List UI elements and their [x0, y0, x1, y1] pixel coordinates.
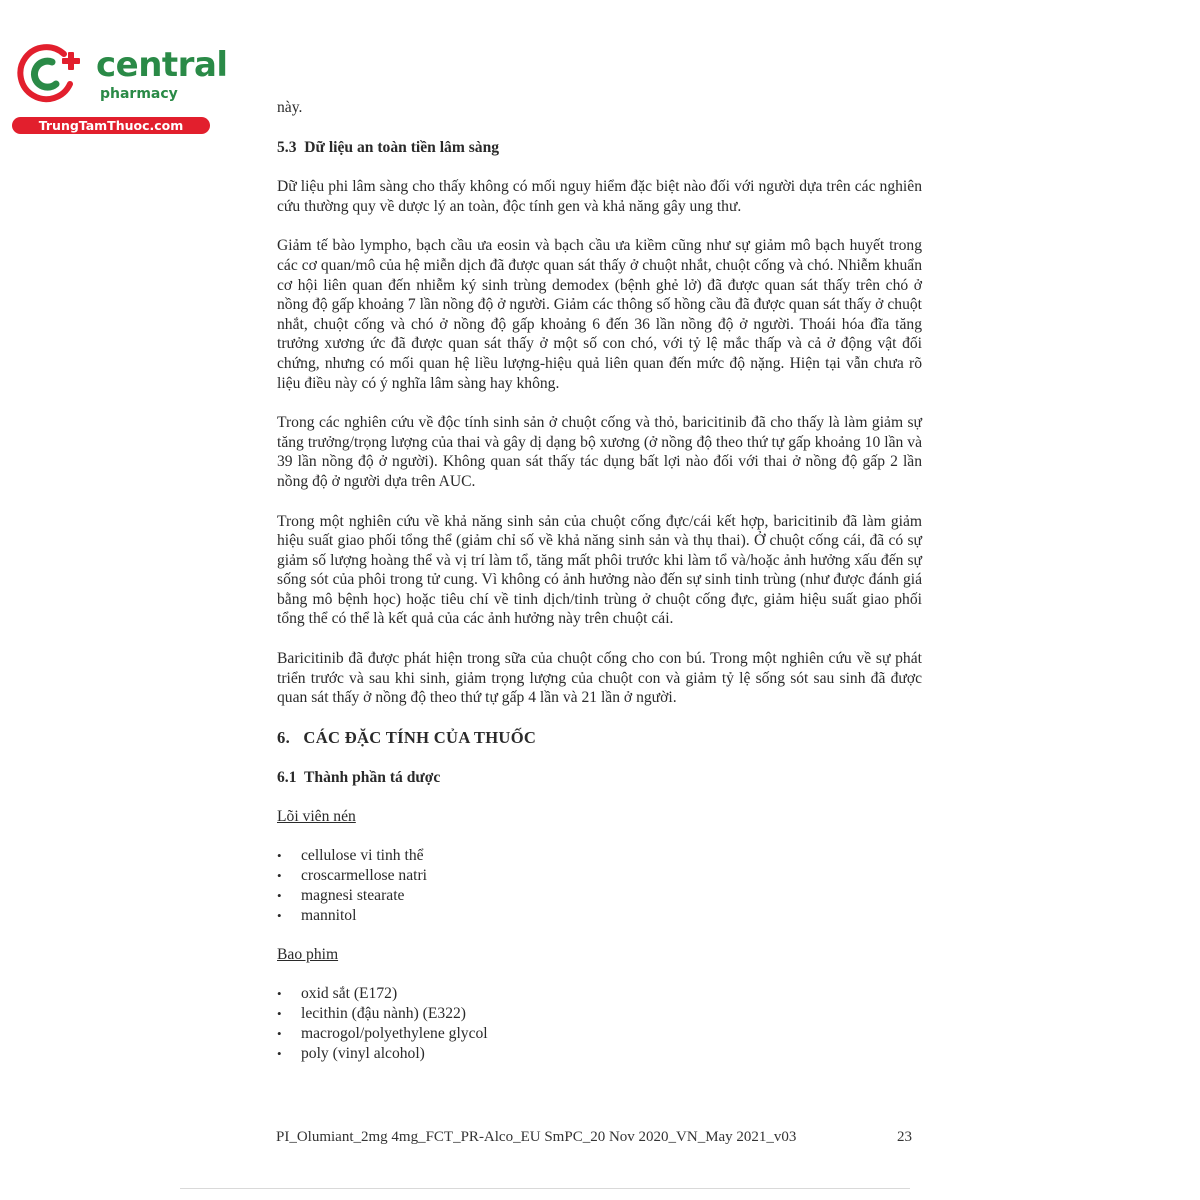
pharmacy-cross-icon: [12, 40, 88, 104]
brand-logo: [10, 38, 228, 136]
logo-brand-sub: pharmacy: [100, 86, 178, 102]
section-title: Dữ liệu an toàn tiền lâm sàng: [304, 138, 500, 156]
section-5-3-heading: [277, 138, 922, 158]
page-footer: [276, 1128, 912, 1146]
intro-fragment: này.: [277, 99, 303, 116]
list-item: • oxid sắt (E172): [277, 984, 922, 1004]
paragraph: Giảm tế bào lympho, bạch cầu ưa eosin và bạch cầu ưa kiềm cũng như sự giảm mô bạch huyết trong các cơ quan/mô của hệ miễn dịch đã được quan sát thấy ở chuột nhắt, chuột cống và chó. Nhiễm khuẩn cơ hội liên quan đến nhiễm ký sinh trùng demodex (bệnh ghẻ lở) đã được quan sát thấy trên chó ở nồng độ gấp khoảng 7 lần nồng độ ở người. Giảm các thông số hồng cầu đã được quan sát thấy ở chuột nhắt, chuột cống và chó ở nồng độ gấp khoảng 6 đến 36 lần nồng độ ở người. Thoái hóa đĩa tăng trưởng xương ức đã được quan sát thấy ở một số con chó, với tỷ lệ mắc thấp và cả ở động vật đối chứng, nhưng có mối quan hệ liều lượng-hiệu quả liên quan đến mức độ nặng. Hiện tại vẫn chưa rõ liệu điều này có ý nghĩa lâm sàng hay không.: [277, 237, 922, 392]
tablet-core-heading: Lõi viên nén: [277, 808, 356, 826]
paragraph: Trong các nghiên cứu về độc tính sinh sản ở chuột cống và thỏ, baricitinib đã cho thấy là làm giảm sự tăng trưởng/trọng lượng của thai và gây dị dạng bộ xương (ở nồng độ theo thứ tự gấp khoảng 10 lần và 39 lần nồng độ ở người). Không quan sát thấy tác dụng bất lợi nào đối với thai ở nồng độ gấp 2 lần nồng độ ở người dựa trên AUC.: [277, 414, 922, 490]
paragraph: Trong một nghiên cứu về khả năng sinh sản của chuột cống đực/cái kết hợp, baricitinib đã làm giảm hiệu suất giao phối tổng thể (giảm chỉ số về khả năng sinh sản và thụ thai). Ở chuột cống cái, đã có sự giảm số lượng hoàng thể và vị trí làm tổ, tăng mất phôi trước khi làm tổ và/hoặc ảnh hưởng xấu đến sự sống sót của phôi trong tử cung. Vì không có ảnh hưởng nào đến sự sinh tinh trùng (như được đánh giá bằng mô bệnh học) hoặc tiêu chí về tinh dịch/tinh trùng ở chuột cống đực, giảm hiệu suất giao phối tổng thể có thể là kết quả của các ảnh hưởng này trên chuột cái.: [277, 512, 922, 628]
logo-brand-name: central: [96, 45, 228, 85]
film-coating-heading: Bao phim: [277, 946, 339, 964]
section-title: Thành phần tá dược: [304, 768, 441, 786]
list-item: • magnesi stearate: [277, 886, 922, 906]
section-title: CÁC ĐẶC TÍNH CỦA THUỐC: [303, 727, 537, 747]
tablet-core-list: [277, 846, 922, 926]
list-item: • lecithin (đậu nành) (E322): [277, 1004, 922, 1024]
section-number: 5.3: [277, 138, 297, 156]
document-id: PI_Olumiant_2mg 4mg_FCT_PR-Alco_EU SmPC_20 Nov 2020_VN_May 2021_v03: [276, 1129, 797, 1145]
section-6-1-heading: [277, 768, 922, 788]
logo-website: TrungTamThuoc.com: [12, 117, 210, 134]
page-number: 23: [897, 1129, 912, 1145]
section-number: 6.: [277, 727, 291, 747]
document-body: [277, 98, 922, 1064]
list-item: • mannitol: [277, 906, 922, 926]
section-6-heading: [277, 728, 922, 748]
list-item: • macrogol/polyethylene glycol: [277, 1024, 922, 1044]
list-item: • croscarmellose natri: [277, 866, 922, 886]
film-coating-list: [277, 984, 922, 1064]
paragraph: Dữ liệu phi lâm sàng cho thấy không có mối nguy hiểm đặc biệt nào đối với người dựa trên các nghiên cứu thường quy về dược lý an toàn, độc tính gen và khả năng gây ung thư.: [277, 178, 922, 215]
list-item: • cellulose vi tinh thể: [277, 846, 922, 866]
section-number: 6.1: [277, 768, 297, 786]
scan-edge-line: [180, 1188, 910, 1189]
list-item: • poly (vinyl alcohol): [277, 1044, 922, 1064]
paragraph: Baricitinib đã được phát hiện trong sữa của chuột cống cho con bú. Trong một nghiên cứu về sự phát triển trước và sau khi sinh, giảm trọng lượng của chuột con và giảm tỷ lệ sống sót sau sinh đã được quan sát thấy ở nồng độ theo thứ tự gấp 4 lần và 21 lần ở người.: [277, 650, 922, 707]
